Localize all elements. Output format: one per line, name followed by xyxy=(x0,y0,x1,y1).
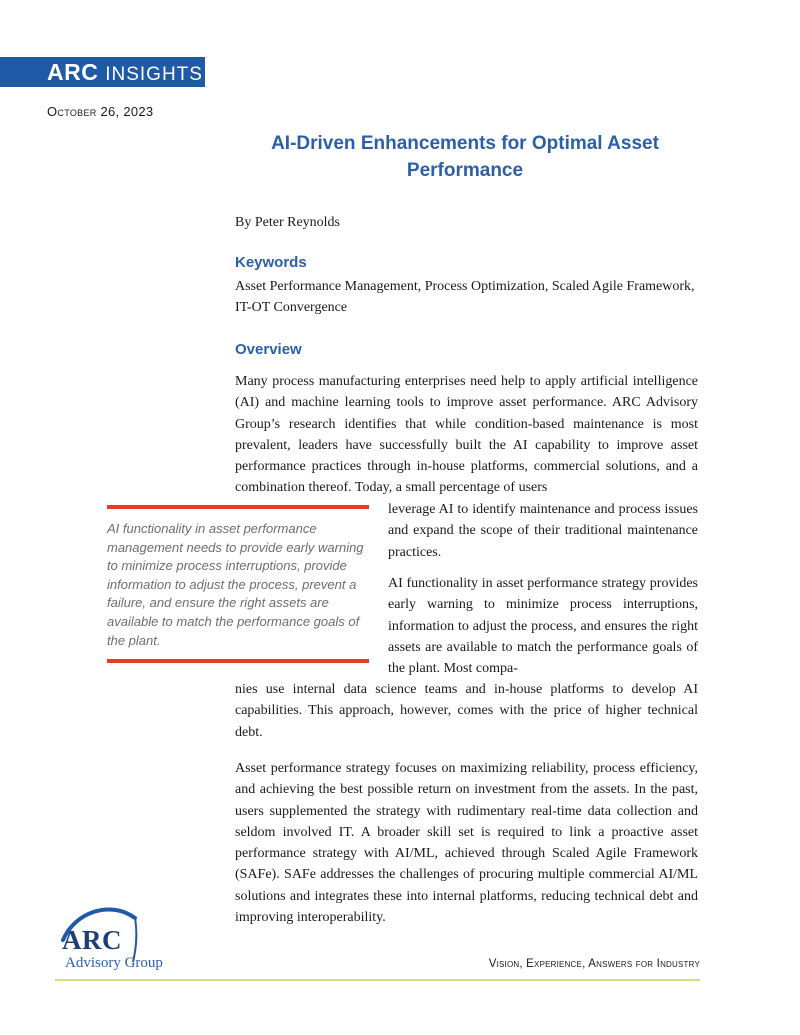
paragraph-2-top: AI functionality in asset performance strategy provides early warning to minimize process interruptions, information to adjust the process, and ensures the right assets are available to match the performance goals of the plant. Most compa- xyxy=(388,576,698,677)
logo-sub-text: Advisory Group xyxy=(65,955,163,971)
paragraph-1-top: Many process manufacturing enterprises need help to apply artificial intelligence (AI) and machine learning tools to improve asset performance. ARC Advisory Group’s research identifies that while condition-based maintenance is most prevalent, leaders have successfully built the AI capability to improve asset performance practices through in-house platforms, commercial solutions, and a combination thereof. Today, a small percentage of users xyxy=(235,374,698,496)
pull-quote-bottom-rule xyxy=(107,659,369,663)
brand-logo-bold: ARC xyxy=(47,59,99,85)
pull-quote-top-rule xyxy=(107,505,369,509)
footer-rule xyxy=(55,979,700,981)
paragraph-2-bottom: nies use internal data science teams and in-house platforms to develop AI capabilities. This approach, however, comes with the price of higher technical debt. xyxy=(235,682,698,740)
keywords-heading: Keywords xyxy=(235,254,307,271)
pull-quote: AI functionality in asset performance management needs to provide early warning to minimize process interruptions, provide information to adjust the process, prevent a failure, and ensure the right assets are available to match the performance goals of the plant. xyxy=(107,521,364,648)
paragraph-1-bottom: leverage AI to identify maintenance and process issues and expand the scope of their traditional maintenance practices. xyxy=(388,502,698,560)
paragraph-3: Asset performance strategy focuses on maximizing reliability, process efficiency, and achieving the best possible return on investment from the assets. In the past, users supplemented the strategy with rudimentary real-time data collection and seldom involved IT. A broader skill set is required to link a proactive asset performance strategy with AI/ML, achieved through Scaled Agile Framework (SAFe). SAFe addresses the challenges of procuring multiple commercial AI/ML solutions and integrates these into internal platforms, reducing technical debt and improving interoperability. xyxy=(235,761,698,926)
keywords-text: Asset Performance Management, Process Optimization, Scaled Agile Framework, IT-OT Convergence xyxy=(235,279,695,315)
logo-main-text: ARC xyxy=(62,925,122,955)
page-title: AI-Driven Enhancements for Optimal Asset Performance xyxy=(271,133,659,181)
publication-date: October 26, 2023 xyxy=(47,104,154,119)
brand-logo-rest: INSIGHTS xyxy=(105,64,203,85)
overview-heading: Overview xyxy=(235,341,302,358)
byline: By Peter Reynolds xyxy=(235,215,340,230)
brand-logo xyxy=(47,56,203,88)
footer-tagline: Vision, Experience, Answers for Industry xyxy=(488,958,700,970)
